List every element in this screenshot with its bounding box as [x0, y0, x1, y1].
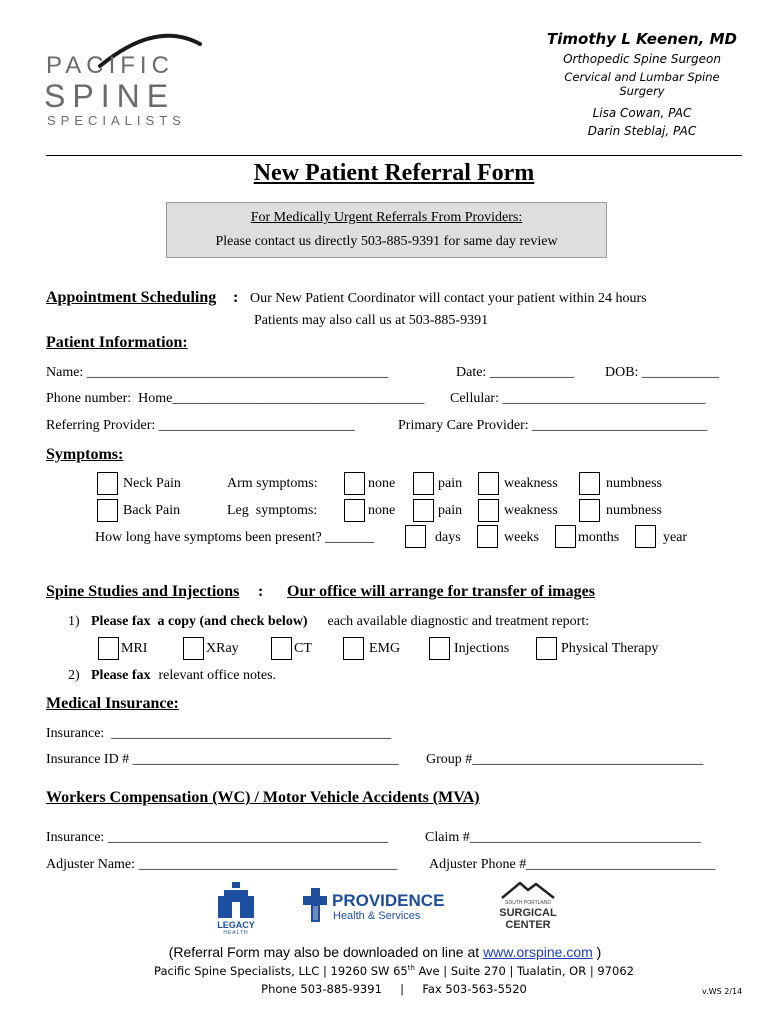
- duration-year-label: year: [663, 530, 688, 545]
- item-2-rest: relevant office notes.: [155, 668, 277, 683]
- address-superscript: th: [407, 964, 415, 973]
- item-2-bold: Please fax: [91, 668, 151, 683]
- study-emg-label: EMG: [369, 641, 401, 656]
- study-physical-therapy-checkbox[interactable]: [536, 637, 557, 660]
- appointment-colon: :: [233, 289, 239, 306]
- leg-numbness-checkbox[interactable]: [579, 499, 600, 522]
- arm-pain-checkbox[interactable]: [413, 472, 434, 495]
- group-number-field[interactable]: Group #_________________________________: [426, 752, 704, 767]
- logo-word-pacific: PACIFIC: [46, 52, 174, 79]
- pac-name-1: Lisa Cowan, PAC: [592, 106, 692, 120]
- cellular-field[interactable]: Cellular: _____________________________: [450, 391, 706, 406]
- leg-symptoms-label: Leg symptoms:: [227, 503, 318, 518]
- legacy-icon: [218, 882, 254, 918]
- header-divider: [46, 155, 742, 156]
- insurance-id-field[interactable]: Insurance ID # ______________________________________: [46, 752, 399, 767]
- legacy-sub-wordmark: HEALTH: [223, 930, 249, 936]
- arm-none-label: none: [368, 476, 396, 491]
- duration-question[interactable]: How long have symptoms been present? _______: [95, 530, 375, 545]
- arm-numbness-label: numbness: [606, 476, 662, 491]
- providence-sub-wordmark: Health & Services: [333, 910, 421, 922]
- arm-weakness-checkbox[interactable]: [478, 472, 499, 495]
- arm-weakness-label: weakness: [504, 476, 558, 491]
- legacy-wordmark: LEGACY: [217, 920, 255, 930]
- spine-studies-heading: Spine Studies and Injections: [46, 583, 240, 600]
- date-field[interactable]: Date: ____________: [456, 365, 574, 380]
- appointment-heading: Appointment Scheduling: [46, 289, 217, 306]
- download-note: [0, 944, 770, 960]
- logo-word-spine: SPINE: [44, 78, 176, 114]
- address-part-a: Pacific Spine Specialists, LLC | 19260 SW 65: [154, 964, 408, 978]
- study-ct-checkbox[interactable]: [271, 637, 292, 660]
- address-part-b: Ave | Suite 270 | Tualatin, OR | 97062: [414, 964, 634, 978]
- duration-weeks-checkbox[interactable]: [477, 525, 498, 548]
- page-title: New Patient Referral Form: [253, 160, 535, 186]
- item-1-rest: each available diagnostic and treatment report:: [324, 614, 590, 629]
- medical-insurance-field[interactable]: Insurance: ________________________________________: [46, 726, 392, 741]
- primary-care-provider-field[interactable]: Primary Care Provider: _________________________: [398, 418, 708, 433]
- dob-field[interactable]: DOB: ___________: [605, 365, 719, 380]
- arm-numbness-checkbox[interactable]: [579, 472, 600, 495]
- pac-name-2: Darin Steblaj, PAC: [587, 124, 697, 138]
- referring-provider-field[interactable]: Referring Provider: ____________________________: [46, 418, 355, 433]
- mountain-icon: [500, 880, 556, 900]
- item-1-bold: Please fax a copy (and check below): [91, 614, 308, 629]
- item-2-number: 2): [68, 668, 80, 683]
- study-emg-checkbox[interactable]: [343, 637, 364, 660]
- arm-none-checkbox[interactable]: [344, 472, 365, 495]
- duration-days-checkbox[interactable]: [405, 525, 426, 548]
- spine-studies-colon: :: [258, 583, 264, 600]
- appointment-line-2: Patients may also call us at 503-885-9391: [254, 313, 489, 328]
- study-injections-label: Injections: [454, 641, 510, 656]
- workers-comp-heading: Workers Compensation (WC) / Motor Vehicle Accidents (MVA): [46, 789, 480, 806]
- study-xray-checkbox[interactable]: [183, 637, 204, 660]
- back-pain-checkbox[interactable]: [97, 499, 118, 522]
- leg-none-checkbox[interactable]: [344, 499, 365, 522]
- providence-wordmark: PROVIDENCE: [332, 891, 445, 910]
- adjuster-phone-field[interactable]: Adjuster Phone #___________________________: [429, 857, 716, 872]
- appointment-line-1: Our New Patient Coordinator will contact your patient within 24 hours: [250, 291, 647, 306]
- urgent-line-2: Please contact us directly 503-885-9391 for same day review: [215, 234, 558, 249]
- claim-number-field[interactable]: Claim #_________________________________: [425, 830, 701, 845]
- symptoms-heading: Symptoms:: [46, 446, 124, 463]
- surgical-line-2: CENTER: [505, 919, 551, 931]
- leg-numbness-label: numbness: [606, 503, 662, 518]
- item-1-number: 1): [68, 614, 80, 629]
- medical-insurance-heading: Medical Insurance:: [46, 695, 179, 712]
- study-physical-therapy-label: Physical Therapy: [561, 641, 659, 656]
- urgent-line-1: For Medically Urgent Referrals From Providers:: [250, 210, 523, 225]
- duration-weeks-label: weeks: [504, 530, 539, 545]
- image-transfer-note: Our office will arrange for transfer of images: [287, 583, 595, 600]
- patient-info-heading: Patient Information:: [46, 334, 188, 351]
- home-phone-field[interactable]: Phone number: Home____________________________________: [46, 391, 425, 406]
- leg-pain-checkbox[interactable]: [413, 499, 434, 522]
- leg-pain-label: pain: [438, 503, 463, 518]
- download-suffix: ): [592, 944, 602, 960]
- duration-months-label: months: [578, 530, 620, 545]
- study-mri-checkbox[interactable]: [98, 637, 119, 660]
- doctor-title: Orthopedic Spine Surgeon: [563, 52, 721, 66]
- download-prefix: (Referral Form may also be downloaded on line at: [168, 944, 484, 960]
- footer-address: [0, 964, 770, 978]
- study-injections-checkbox[interactable]: [429, 637, 450, 660]
- back-pain-label: Back Pain: [123, 503, 181, 518]
- name-field[interactable]: Name: ___________________________________________: [46, 365, 388, 380]
- leg-weakness-checkbox[interactable]: [478, 499, 499, 522]
- study-xray-label: XRay: [206, 641, 239, 656]
- duration-months-checkbox[interactable]: [555, 525, 576, 548]
- leg-weakness-label: weakness: [504, 503, 558, 518]
- neck-pain-label: Neck Pain: [123, 476, 181, 491]
- version-label: v.WS 2/14: [702, 987, 743, 996]
- arm-pain-label: pain: [438, 476, 463, 491]
- study-ct-label: CT: [294, 641, 312, 656]
- providence-cross-icon: [303, 888, 327, 922]
- duration-year-checkbox[interactable]: [635, 525, 656, 548]
- leg-none-label: none: [368, 503, 396, 518]
- study-mri-label: MRI: [121, 641, 148, 656]
- website-link[interactable]: www.orspine.com: [483, 944, 593, 960]
- adjuster-name-field[interactable]: Adjuster Name: _____________________________________: [46, 857, 398, 872]
- duration-days-label: days: [435, 530, 461, 545]
- neck-pain-checkbox[interactable]: [97, 472, 118, 495]
- doctor-specialty: Cervical and Lumbar Spine Surgery: [564, 70, 720, 98]
- wc-insurance-field[interactable]: Insurance: ________________________________________: [46, 830, 388, 845]
- footer-phone-fax: Phone 503-885-9391 | Fax 503-563-5520: [261, 982, 527, 996]
- urgent-referral-box: [166, 202, 607, 258]
- logo-word-specialists: SPECIALISTS: [47, 113, 186, 128]
- surgical-line-1: SURGICAL: [499, 907, 557, 919]
- surgical-top-label: SOUTH PORTLAND: [504, 900, 552, 906]
- arm-symptoms-label: Arm symptoms:: [227, 476, 318, 491]
- doctor-name: Timothy L Keenen, MD: [547, 30, 737, 48]
